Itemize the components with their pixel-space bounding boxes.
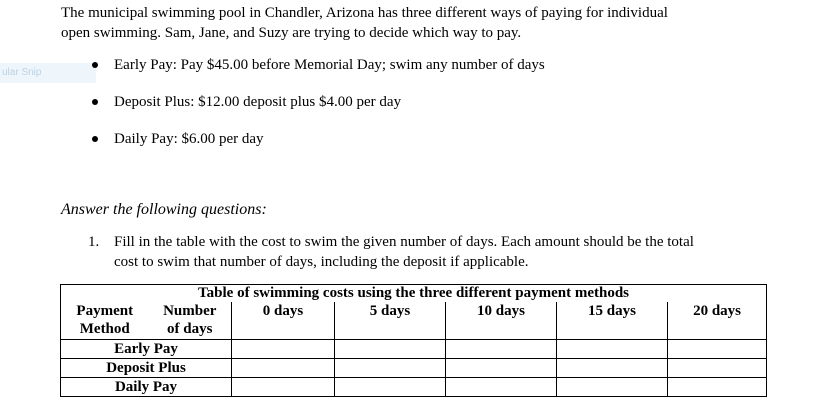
header-5-days: 5 days [335,302,446,340]
option-deposit-plus [90,92,401,112]
cell-early-pay-5[interactable] [335,340,446,359]
cell-deposit-plus-0[interactable] [232,359,335,378]
header-0-days: 0 days [232,302,335,340]
cell-deposit-plus-5[interactable] [335,359,446,378]
corner-payment-method [61,302,149,340]
table-row [61,378,767,397]
option-text: Daily Pay: $6.00 per day [114,131,264,147]
option-daily-pay [90,129,264,149]
option-text: Early Pay: Pay $45.00 before Memorial Day; swim any number of days [114,57,545,73]
cell-daily-pay-0[interactable] [232,378,335,397]
swimming-costs-table [60,284,767,397]
bullet-icon [92,99,98,105]
cell-daily-pay-20[interactable] [668,378,767,397]
answer-heading: Answer the following questions: [61,201,267,218]
intro-line-1: The municipal swimming pool in Chandler, Arizona has three different ways of paying for individual [61,5,668,21]
question-line-1: Fill in the table with the cost to swim the given number of days. Each amount should be the total [114,234,694,250]
row-label-early-pay: Early Pay [61,340,232,359]
cell-deposit-plus-15[interactable] [557,359,668,378]
option-text: Deposit Plus: $12.00 deposit plus $4.00 per day [114,94,402,110]
corner-number-of-days [149,302,232,340]
corner-right-line-2: of days [167,321,213,337]
corner-left-line-1: Payment [76,303,134,319]
option-early-pay [90,55,545,75]
question-number: 1. [88,234,100,250]
cell-deposit-plus-10[interactable] [446,359,557,378]
intro-line-2: open swimming. Sam, Jane, and Suzy are trying to decide which way to pay. [61,25,522,41]
row-label-deposit-plus: Deposit Plus [61,359,232,378]
question-text [114,232,764,272]
header-20-days: 20 days [668,302,767,340]
corner-right-line-1: Number [163,303,217,319]
cell-early-pay-20[interactable] [668,340,767,359]
cell-early-pay-10[interactable] [446,340,557,359]
table-row [61,340,767,359]
cell-deposit-plus-20[interactable] [668,359,767,378]
corner-left-line-2: Method [79,321,130,337]
table-caption: Table of swimming costs using the three different payment methods [61,285,767,303]
intro-paragraph [61,3,781,43]
cell-daily-pay-10[interactable] [446,378,557,397]
table-row [61,359,767,378]
bullet-icon [92,62,98,68]
cell-daily-pay-15[interactable] [557,378,668,397]
question-line-2: cost to swim that number of days, including the deposit if applicable. [114,254,529,270]
row-label-daily-pay: Daily Pay [61,378,232,397]
cell-early-pay-15[interactable] [557,340,668,359]
header-15-days: 15 days [557,302,668,340]
snip-overlay-label: ular Snip [0,63,96,83]
cell-daily-pay-5[interactable] [335,378,446,397]
cell-early-pay-0[interactable] [232,340,335,359]
header-10-days: 10 days [446,302,557,340]
bullet-icon [92,136,98,142]
